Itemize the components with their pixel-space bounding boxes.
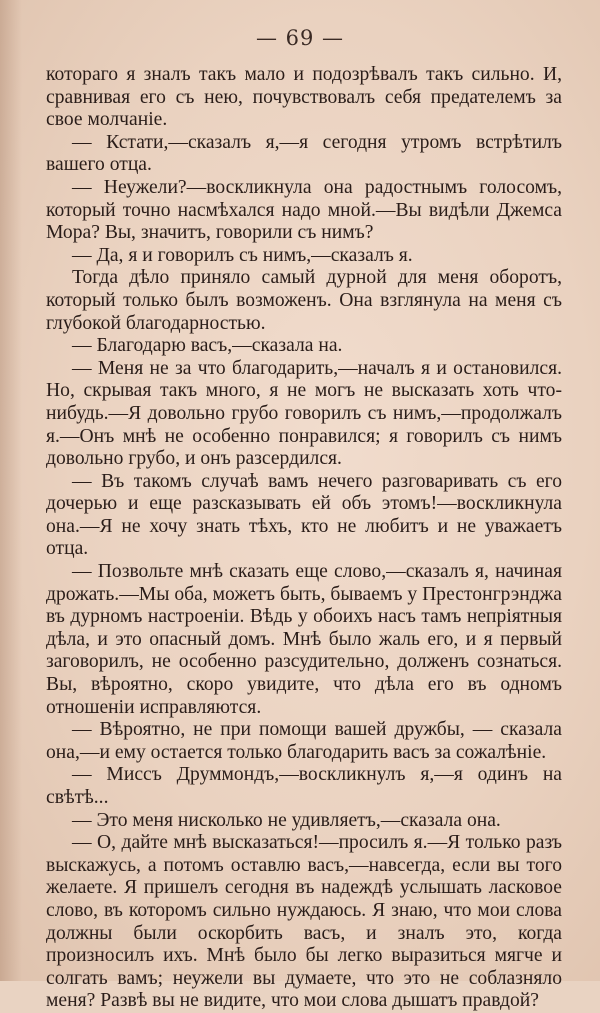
paragraph: — Неужели?—воскликнула она радостнымъ голосомъ, который точно насмѣхался надо мной.—Вы видѣли Джемса Мора? Вы, значитъ, говорили съ нимъ?: [46, 176, 562, 244]
paragraph: — Да, я и говорилъ съ нимъ,—сказалъ я.: [72, 244, 413, 266]
paragraph: — Меня не за что благодарить,—началъ я и остановился. Но, скрывая такъ много, я не могъ не высказать хоть что-нибудь.—Я довольно грубо говорилъ съ нимъ,—продолжалъ я.—Онъ мнѣ не особенно понравился; я говорилъ съ нимъ довольно грубо, и онъ разсердился.: [46, 357, 562, 470]
paragraph: — Вѣроятно, не при помощи вашей дружбы, — сказала она,—и ему остается только благодарить васъ за сожалѣніе.: [46, 719, 562, 763]
paragraph: — Кстати,—сказалъ я,—я сегодня утромъ встрѣтилъ вашего отца.: [46, 131, 562, 176]
paragraph: — О, дайте мнѣ высказаться!—просилъ я.—Я только разъ выскажусь, а потомъ оставлю васъ,—навсегда, если вы того желаете. Я пришелъ сегодня въ надеждѣ услышать ласковое слово, въ которомъ сильно нуждаюсь. Я знаю, что мои слова должны были оскорбить васъ, и зналъ это, когда произносилъ ихъ. Мнѣ было бы легко выразиться мягче и солгать вамъ; неужели вы думаете, что это не соблазняло меня? Развѣ вы не видите, что мои слова дышатъ правдой?: [46, 832, 562, 1012]
paragraph: — Это меня нисколько не удивляетъ,—сказала она.: [72, 809, 501, 831]
paragraph: Тогда дѣло приняло самый дурной для меня оборотъ, который только былъ возможенъ. Она взглянула на меня съ глубокой благодарностью.: [46, 267, 562, 334]
paragraph: котораго я зналъ такъ мало и подозрѣвалъ такъ сильно. И, сравнивая его съ нею, почувствовалъ себя предателемъ за свое молчаніе.: [46, 64, 562, 131]
page-number: — 69 —: [255, 26, 345, 50]
paragraph: — Миссъ Друммондъ,—воскликнулъ я,—я одинъ на свѣтѣ...: [46, 764, 562, 808]
paragraph: — Позвольте мнѣ сказать еще слово,—сказалъ я, начиная дрожать.—Мы оба, можетъ быть, бываемъ у Престонгрэнджа въ дурномъ настроеніи. Вѣдь у обоихъ насъ тамъ непріятныя дѣла, и это опасный домъ. Мнѣ было жаль его, и я первый заговорилъ, не особенно разсудительно, долженъ сознаться. Вы, вѣроятно, скоро увидите, что дѣла его въ одномъ отношеніи исправляются.: [46, 561, 562, 718]
body-text: [46, 64, 562, 1013]
paragraph: — Въ такомъ случаѣ вамъ нечего разговаривать съ его дочерью и еще разсказывать ей объ этомъ!—воскликнула она.—Я не хочу знать тѣхъ, кто не любитъ и не уважаетъ отца.: [46, 470, 562, 560]
paragraph: — Благодарю васъ,—сказала на.: [72, 335, 343, 357]
